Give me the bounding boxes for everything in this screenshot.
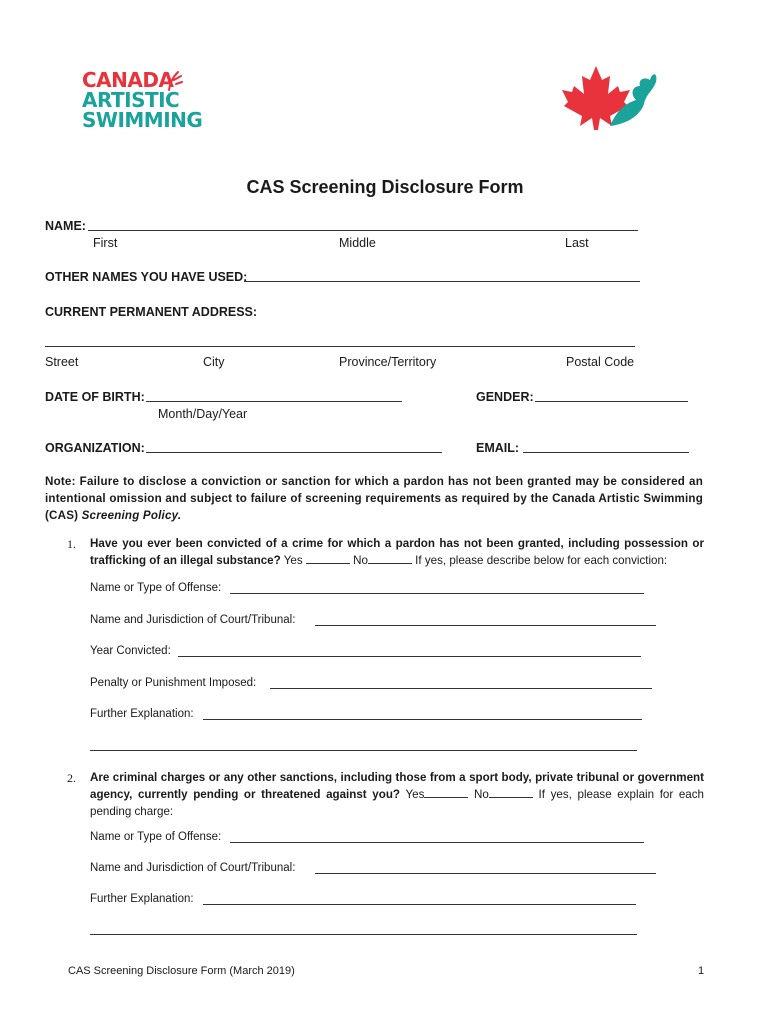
- address-city-caption: City: [203, 355, 225, 369]
- email-label: EMAIL:: [476, 441, 520, 455]
- screening-policy-reference: Screening Policy.: [81, 509, 182, 522]
- question-1-number: 1.: [67, 537, 76, 551]
- q2-explanation-input-line[interactable]: [203, 896, 636, 905]
- page-number: 1: [698, 965, 705, 977]
- address-street-caption: Street: [45, 355, 79, 369]
- question-2-number: 2.: [67, 771, 76, 785]
- address-label: CURRENT PERMANENT ADDRESS:: [45, 305, 258, 319]
- address-postal-caption: Postal Code: [566, 355, 635, 369]
- logo-line-swimming: SWIMMING: [82, 108, 203, 132]
- q1-penalty-label: Penalty or Punishment Imposed:: [90, 677, 257, 689]
- name-first-caption: First: [93, 236, 118, 250]
- maple-leaf-logo-icon: [560, 64, 660, 132]
- footer-text: CAS Screening Disclosure Form (March 2019): [68, 965, 295, 977]
- logo-line-canada: CANADA: [82, 68, 174, 92]
- question-1-prompt: Have you ever been convicted of a crime for which a pardon has not been granted, including possession or trafficking of an illegal substance?: [90, 537, 704, 567]
- q2-court-label: Name and Jurisdiction of Court/Tribunal:: [90, 862, 296, 874]
- gender-input-line[interactable]: [535, 393, 688, 402]
- q1-explanation-extra-line[interactable]: [90, 742, 637, 751]
- question-2-text: [90, 769, 704, 820]
- address-input-line[interactable]: [45, 340, 635, 347]
- dob-input-line[interactable]: [146, 393, 402, 402]
- page-title: CAS Screening Disclosure Form: [246, 177, 524, 197]
- dob-format-caption: Month/Day/Year: [158, 407, 248, 421]
- q1-offense-label: Name or Type of Offense:: [90, 582, 222, 594]
- question-1-yes-label: Yes: [283, 554, 303, 567]
- q2-explanation-label: Further Explanation:: [90, 893, 194, 905]
- q1-offense-input-line[interactable]: [230, 585, 644, 594]
- q1-court-label: Name and Jurisdiction of Court/Tribunal:: [90, 614, 296, 626]
- disclosure-note: [45, 473, 703, 524]
- q2-court-input-line[interactable]: [315, 865, 656, 874]
- q1-explanation-input-line[interactable]: [203, 711, 642, 720]
- name-label: NAME:: [45, 219, 86, 233]
- name-input-line[interactable]: [88, 222, 638, 231]
- question-2-prompt: Are criminal charges or any other sanctions, including those from a sport body, private tribunal or government agency, currently pending or threatened against you?: [90, 771, 704, 801]
- other-names-label: OTHER NAMES YOU HAVE USED:: [45, 270, 248, 284]
- question-2-yes-label: Yes: [405, 788, 425, 801]
- question-1-instruction: If yes, please describe below for each conviction:: [415, 554, 668, 567]
- other-names-input-line[interactable]: [244, 273, 640, 282]
- name-last-caption: Last: [565, 236, 589, 250]
- dob-label: DATE OF BIRTH:: [45, 390, 145, 404]
- note-text: Note: Failure to disclose a conviction or sanction for which a pardon has not been granted may be considered an intentional omission and subject to failure of screening requirements as required by the Canada Artistic Swimming (CAS): [45, 475, 703, 522]
- q2-offense-label: Name or Type of Offense:: [90, 831, 222, 843]
- question-2-instruction: If yes, please explain for each pending charge:: [90, 788, 705, 818]
- organization-label: ORGANIZATION:: [45, 441, 145, 455]
- email-input-line[interactable]: [523, 444, 689, 453]
- logo-swimmer-icon: [166, 70, 184, 92]
- address-province-caption: Province/Territory: [339, 355, 437, 369]
- question-2-yes-field[interactable]: [424, 788, 468, 798]
- question-2-no-field[interactable]: [489, 788, 533, 798]
- q1-year-input-line[interactable]: [178, 648, 641, 657]
- q2-explanation-extra-line[interactable]: [90, 926, 637, 935]
- canada-artistic-swimming-logo: [82, 68, 203, 132]
- q1-court-input-line[interactable]: [315, 617, 656, 626]
- question-2-no-label: No: [474, 788, 489, 801]
- organization-input-line[interactable]: [146, 444, 442, 453]
- gender-label: GENDER:: [476, 390, 534, 404]
- q1-penalty-input-line[interactable]: [270, 680, 652, 689]
- question-1-no-field[interactable]: [368, 554, 412, 564]
- question-1-yes-field[interactable]: [306, 554, 350, 564]
- logo-line-artistic: ARTISTIC: [82, 88, 180, 112]
- q2-offense-input-line[interactable]: [230, 834, 644, 843]
- question-1-no-label: No: [353, 554, 368, 567]
- question-1-text: [90, 535, 704, 569]
- q1-explanation-label: Further Explanation:: [90, 708, 194, 720]
- q1-year-label: Year Convicted:: [90, 645, 171, 657]
- name-middle-caption: Middle: [339, 236, 376, 250]
